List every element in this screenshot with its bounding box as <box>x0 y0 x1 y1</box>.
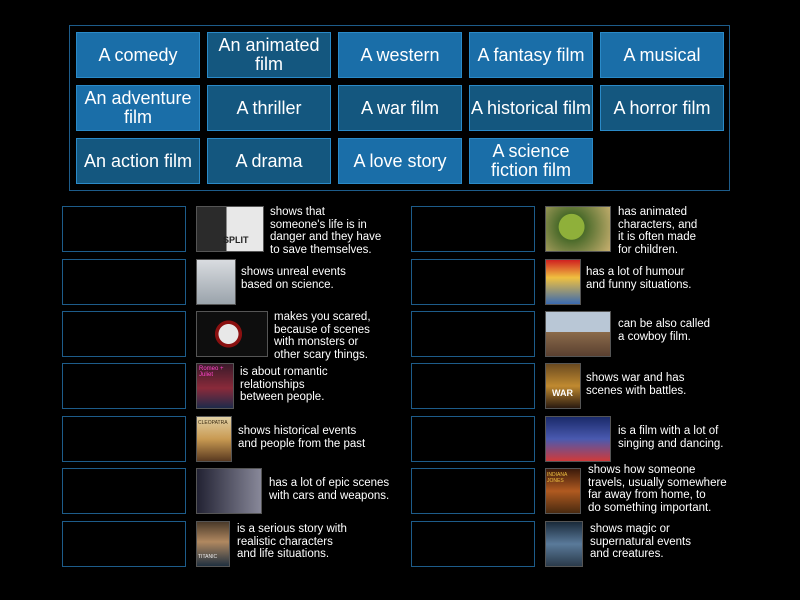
answer-bank <box>69 25 730 191</box>
description-text: has a lot of epic scenes with cars and weapons. <box>269 477 390 502</box>
tile-western[interactable]: A western <box>338 32 462 78</box>
romeo-juliet-poster-icon <box>196 363 234 409</box>
match-row-right-2 <box>411 259 741 305</box>
poster-title: INDIANA JONES <box>547 472 568 484</box>
match-row-right-5 <box>411 416 741 462</box>
split-poster-icon <box>196 206 264 252</box>
poster-title: CLEOPATRA <box>198 420 228 426</box>
shrek-poster-icon <box>545 206 611 252</box>
tile-drama[interactable]: A drama <box>207 138 331 184</box>
description-text: is a film with a lot of singing and dancing. <box>618 425 724 450</box>
match-row-left-6 <box>62 468 402 514</box>
musical-poster-icon <box>545 416 611 462</box>
match-row-right-1 <box>411 206 741 257</box>
cowboy-poster-icon <box>545 311 611 357</box>
match-row-right-6 <box>411 464 741 515</box>
description-text: shows magic or supernatural events and creatures. <box>590 523 692 561</box>
poster-title: WAR <box>552 388 573 398</box>
drop-slot[interactable] <box>62 416 186 462</box>
drop-slot[interactable] <box>62 311 186 357</box>
drop-slot[interactable] <box>62 468 186 514</box>
description-text: can be also called a cowboy film. <box>618 318 711 343</box>
description-text: shows unreal events based on science. <box>241 266 346 291</box>
tile-animated-film[interactable]: An animated film <box>207 32 331 78</box>
description-text: shows historical events and people from the past <box>238 425 366 450</box>
titanic-poster-icon <box>196 521 230 567</box>
drop-slot[interactable] <box>411 363 535 409</box>
poster-title: Romeo + Juliet <box>199 366 224 378</box>
drop-slot[interactable] <box>62 206 186 252</box>
description-text: shows that someone's life is in danger and they have to save themselves. <box>270 206 382 257</box>
match-row-right-7 <box>411 521 741 567</box>
match-row-left-5 <box>62 416 402 462</box>
match-row-left-1 <box>62 206 402 257</box>
match-row-left-3 <box>62 311 402 362</box>
description-text: is a serious story with realistic characters and life situations. <box>237 523 347 561</box>
tile-fantasy-film[interactable]: A fantasy film <box>469 32 593 78</box>
tile-action-film[interactable]: An action film <box>76 138 200 184</box>
match-row-left-4 <box>62 363 402 409</box>
fantasy-poster-icon <box>545 521 583 567</box>
drop-slot[interactable] <box>62 521 186 567</box>
drop-slot[interactable] <box>411 206 535 252</box>
match-row-left-7 <box>62 521 402 567</box>
indiana-jones-poster-icon <box>545 468 581 514</box>
tile-musical[interactable]: A musical <box>600 32 724 78</box>
drop-slot[interactable] <box>62 259 186 305</box>
poster-title: TITANIC <box>198 554 218 560</box>
tile-comedy[interactable]: A comedy <box>76 32 200 78</box>
tile-love-story[interactable]: A love story <box>338 138 462 184</box>
match-row-left-2 <box>62 259 402 305</box>
saw-poster-icon <box>196 311 268 357</box>
drop-slot[interactable] <box>411 259 535 305</box>
match-row-right-3 <box>411 311 741 357</box>
drop-slot[interactable] <box>62 363 186 409</box>
drop-slot[interactable] <box>411 468 535 514</box>
drop-slot[interactable] <box>411 311 535 357</box>
tile-thriller[interactable]: A thriller <box>207 85 331 131</box>
description-text: shows how someone travels, usually somewhere far away from home, to do something important. <box>588 464 727 515</box>
drop-slot[interactable] <box>411 521 535 567</box>
match-row-right-4 <box>411 363 741 409</box>
description-text: makes you scared, because of scenes with monsters or other scary things. <box>274 311 371 362</box>
tile-historical-film[interactable]: A historical film <box>469 85 593 131</box>
drop-slot[interactable] <box>411 416 535 462</box>
description-text: shows war and has scenes with battles. <box>586 372 687 397</box>
description-text: is about romantic relationships between people. <box>240 366 328 404</box>
tile-science-fiction-film[interactable]: A science fiction film <box>469 138 593 184</box>
tile-horror-film[interactable]: A horror film <box>600 85 724 131</box>
description-text: has a lot of humour and funny situations. <box>586 266 692 291</box>
war-poster-icon <box>545 363 581 409</box>
poster-title: SPLIT <box>223 235 249 245</box>
fast-furious-poster-icon <box>196 468 262 514</box>
tile-adventure-film[interactable]: An adventure film <box>76 85 200 131</box>
cleopatra-poster-icon <box>196 416 232 462</box>
comedy-poster-icon <box>545 259 581 305</box>
tile-war-film[interactable]: A war film <box>338 85 462 131</box>
interstellar-poster-icon <box>196 259 236 305</box>
description-text: has animated characters, and it is often made for children. <box>618 206 698 257</box>
